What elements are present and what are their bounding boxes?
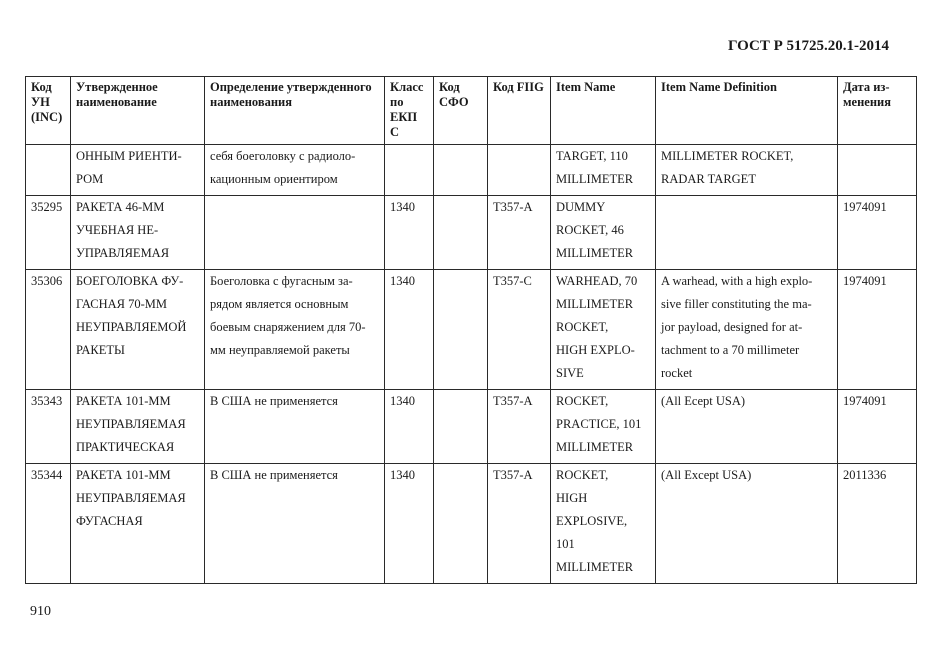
table-cell: БОЕГОЛОВКА ФУ- ГАСНАЯ 70-ММ НЕУПРАВЛЯЕМОЙ РАКЕТЫ: [71, 270, 205, 390]
document-code: ГОСТ Р 51725.20.1-2014: [727, 38, 889, 54]
table-cell: [26, 145, 71, 196]
table-cell: ROCKET, HIGH EXPLOSIVE, 101 MILLIMETER: [551, 464, 656, 584]
table-cell: 35344: [26, 464, 71, 584]
table-cell: [434, 196, 488, 270]
table-cell: РАКЕТА 101-ММ НЕУПРАВЛЯЕМАЯ ФУГАСНАЯ: [71, 464, 205, 584]
table-cell: [434, 464, 488, 584]
table-cell: В США не применяется: [205, 390, 385, 464]
table-cell: 1340: [385, 270, 434, 390]
table-cell: 35343: [26, 390, 71, 464]
table-cell: 1974091: [838, 196, 917, 270]
table-cell: 35295: [26, 196, 71, 270]
table-cell: [488, 145, 551, 196]
table-cell: T357-A: [488, 390, 551, 464]
table-cell: [205, 196, 385, 270]
table-cell: DUMMY ROCKET, 46 MILLIMETER: [551, 196, 656, 270]
table-row: [26, 270, 917, 390]
table-header-row: [26, 77, 917, 145]
table-cell: T357-A: [488, 464, 551, 584]
table-cell: 1340: [385, 464, 434, 584]
table-cell: [434, 270, 488, 390]
table-cell: 35306: [26, 270, 71, 390]
column-header: Item Name Definition: [656, 77, 838, 145]
table-cell: Боеголовка с фугасным за- рядом является основным боевым снаряжением для 70- мм неуправляемой ракеты: [205, 270, 385, 390]
column-header: Определение утвержденного наименования: [205, 77, 385, 145]
table-cell: 1974091: [838, 390, 917, 464]
table-cell: 1974091: [838, 270, 917, 390]
table-cell: себя боеголовку с радиоло- кационным ориентиром: [205, 145, 385, 196]
column-header: Item Name: [551, 77, 656, 145]
table-cell: РАКЕТА 46-ММ УЧЕБНАЯ НЕ- УПРАВЛЯЕМАЯ: [71, 196, 205, 270]
table-cell: [656, 196, 838, 270]
table-cell: [434, 145, 488, 196]
table-row: [26, 196, 917, 270]
table-cell: [385, 145, 434, 196]
table-cell: 2011336: [838, 464, 917, 584]
column-header: Дата из-менения: [838, 77, 917, 145]
column-header: Код УН (INC): [26, 77, 71, 145]
table-cell: WARHEAD, 70 MILLIMETER ROCKET, HIGH EXPLO- SIVE: [551, 270, 656, 390]
table-cell: 1340: [385, 196, 434, 270]
column-header: Утвержденное наименование: [71, 77, 205, 145]
table-cell: MILLIMETER ROCKET, RADAR TARGET: [656, 145, 838, 196]
column-header: Класс по ЕКП С: [385, 77, 434, 145]
table-cell: A warhead, with a high explo- sive filler constituting the ma- jor payload, designed for at- tachment to a 70 millimeter rocket: [656, 270, 838, 390]
table-row: [26, 464, 917, 584]
table-cell: [434, 390, 488, 464]
table-cell: (All Except USA): [656, 464, 838, 584]
page-number: 910: [30, 604, 51, 619]
table-cell: ROCKET, PRACTICE, 101 MILLIMETER: [551, 390, 656, 464]
table-row: [26, 390, 917, 464]
table-cell: 1340: [385, 390, 434, 464]
table-cell: T357-A: [488, 196, 551, 270]
nomenclature-table: [25, 76, 917, 584]
table-row: [26, 145, 917, 196]
table-cell: T357-C: [488, 270, 551, 390]
column-header: Код FIIG: [488, 77, 551, 145]
column-header: Код СФО: [434, 77, 488, 145]
table-cell: В США не применяется: [205, 464, 385, 584]
table-cell: (All Ecept USA): [656, 390, 838, 464]
table-cell: РАКЕТА 101-ММ НЕУПРАВЛЯЕМАЯ ПРАКТИЧЕСКАЯ: [71, 390, 205, 464]
table-cell: [838, 145, 917, 196]
table-cell: TARGET, 110 MILLIMETER: [551, 145, 656, 196]
table-cell: ОННЫМ РИЕНТИ- РОМ: [71, 145, 205, 196]
